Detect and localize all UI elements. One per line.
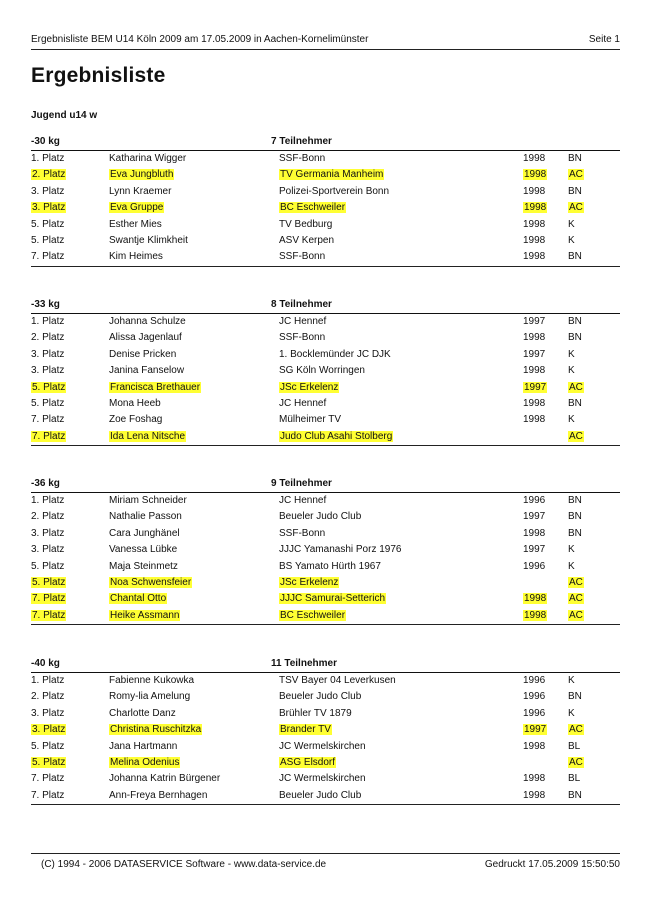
section-header — [31, 297, 620, 314]
region-cell: BN — [568, 511, 582, 523]
athlete-name-cell: Christina Ruschitzka — [110, 724, 202, 736]
placement-cell: 7. Platz — [31, 773, 65, 785]
result-row — [31, 755, 620, 771]
placement-cell: 3. Platz — [31, 348, 65, 360]
birth-year-cell: 1998 — [523, 218, 546, 230]
result-row — [31, 380, 620, 396]
birth-year-cell: 1998 — [523, 185, 546, 197]
region-cell: BL — [568, 773, 581, 785]
footer-printed-date: Gedruckt 17.05.2009 15:50:50 — [484, 859, 620, 870]
athlete-name-cell: Eva Jungbluth — [110, 169, 174, 181]
club-cell: JC Hennef — [279, 397, 327, 409]
region-cell: AC — [569, 169, 583, 181]
region-cell: K — [568, 707, 575, 719]
weight-class-section — [31, 297, 620, 446]
region-cell: K — [568, 365, 575, 377]
club-cell: Judo Club Asahi Stolberg — [280, 430, 393, 442]
birth-year-cell: 1998 — [523, 773, 546, 785]
participant-count: 11 Teilnehmer — [271, 658, 337, 669]
result-row — [31, 575, 620, 591]
result-row — [31, 509, 620, 525]
result-row — [31, 233, 620, 249]
athlete-name-cell: Heike Assmann — [110, 609, 180, 621]
result-row — [31, 788, 620, 804]
club-cell: Mülheimer TV — [279, 414, 342, 426]
placement-cell: 5. Platz — [31, 560, 65, 572]
placement-cell: 7. Platz — [32, 430, 66, 442]
section-divider — [31, 804, 620, 805]
weight-class-section — [31, 656, 620, 805]
athlete-name-cell: Jana Hartmann — [109, 740, 178, 752]
club-cell: JC Wermelskirchen — [279, 773, 366, 785]
athlete-name-cell: Francisca Brethauer — [110, 381, 201, 393]
club-cell: JC Wermelskirchen — [279, 740, 366, 752]
placement-cell: 2. Platz — [31, 511, 65, 523]
birth-year-cell — [523, 577, 525, 588]
region-cell: AC — [569, 593, 583, 605]
weight-class-label: -33 kg — [31, 299, 60, 310]
club-cell: TV Germania Manheim — [280, 169, 384, 181]
section-header — [31, 656, 620, 673]
page-number: Seite 1 — [588, 34, 620, 45]
club-cell: Brühler TV 1879 — [279, 707, 352, 719]
birth-year-cell: 1996 — [523, 495, 546, 506]
birth-year-cell: 1998 — [524, 202, 547, 214]
header-title: Ergebnisliste BEM U14 Köln 2009 am 17.05.2009 in Aachen-Kornelimünster — [31, 34, 369, 45]
region-cell: BN — [568, 153, 582, 164]
placement-cell: 7. Platz — [32, 609, 66, 621]
club-cell: ASV Kerpen — [279, 234, 335, 246]
result-row — [31, 493, 620, 509]
section-divider — [31, 445, 620, 446]
club-cell: TV Bedburg — [279, 218, 333, 230]
athlete-name-cell: Johanna Schulze — [109, 316, 186, 327]
region-cell: BL — [568, 740, 581, 752]
placement-cell: 7. Platz — [32, 593, 66, 605]
club-cell: BC Eschweiler — [280, 202, 346, 214]
placement-cell: 5. Platz — [31, 218, 65, 230]
region-cell: AC — [569, 576, 583, 588]
region-cell: K — [568, 234, 575, 246]
club-cell: JSc Erkelenz — [280, 576, 339, 588]
region-cell: AC — [569, 724, 583, 736]
birth-year-cell: 1998 — [523, 365, 546, 377]
club-cell: BS Yamato Hürth 1967 — [279, 560, 381, 572]
result-row — [31, 412, 620, 428]
club-cell: 1. Bocklemünder JC DJK — [279, 348, 391, 360]
placement-cell: 1. Platz — [31, 316, 65, 327]
region-cell: BN — [568, 397, 582, 409]
region-cell: BN — [568, 185, 582, 197]
club-cell: BC Eschweiler — [280, 609, 346, 621]
region-cell: AC — [569, 609, 583, 621]
region-cell: K — [568, 544, 575, 556]
placement-cell: 5. Platz — [32, 576, 66, 588]
result-row — [31, 608, 620, 624]
club-cell: Beueler Judo Club — [279, 691, 362, 703]
athlete-name-cell: Esther Mies — [109, 218, 162, 230]
region-cell: BN — [568, 789, 582, 801]
placement-cell: 2. Platz — [31, 332, 65, 344]
birth-year-cell: 1998 — [524, 169, 547, 181]
placement-cell: 7. Platz — [31, 251, 65, 263]
athlete-name-cell: Swantje Klimkheit — [109, 234, 188, 246]
page-header — [31, 33, 620, 50]
region-cell: AC — [569, 430, 583, 442]
athlete-name-cell: Zoe Foshag — [109, 414, 163, 426]
birth-year-cell: 1997 — [524, 724, 547, 736]
athlete-name-cell: Ann-Freya Bernhagen — [109, 789, 208, 801]
club-cell: Beueler Judo Club — [279, 511, 362, 523]
placement-cell: 3. Platz — [31, 527, 65, 539]
athlete-name-cell: Miriam Schneider — [109, 495, 187, 506]
region-cell: K — [568, 218, 575, 230]
section-divider — [31, 624, 620, 625]
birth-year-cell: 1998 — [523, 332, 546, 344]
result-row — [31, 314, 620, 330]
athlete-name-cell: Katharina Wigger — [109, 153, 187, 164]
result-row — [31, 217, 620, 233]
result-row — [31, 722, 620, 738]
section-header — [31, 476, 620, 493]
athlete-name-cell: Noa Schwensfeier — [110, 576, 192, 588]
birth-year-cell: 1997 — [523, 511, 546, 523]
birth-year-cell: 1996 — [523, 560, 546, 572]
result-row — [31, 200, 620, 216]
club-cell: ASG Elsdorf — [280, 756, 336, 768]
result-row — [31, 689, 620, 705]
athlete-name-cell: Chantal Otto — [110, 593, 167, 605]
athlete-name-cell: Ida Lena Nitsche — [110, 430, 186, 442]
region-cell: AC — [569, 756, 583, 768]
result-row — [31, 559, 620, 575]
weight-class-label: -30 kg — [31, 136, 60, 147]
region-cell: K — [568, 348, 575, 360]
result-row — [31, 396, 620, 412]
region-cell: BN — [568, 527, 582, 539]
birth-year-cell: 1997 — [523, 348, 546, 360]
region-cell: BN — [568, 316, 582, 327]
athlete-name-cell: Cara Junghänel — [109, 527, 180, 539]
region-cell: AC — [569, 202, 583, 214]
placement-cell: 2. Platz — [31, 691, 65, 703]
athlete-name-cell: Lynn Kraemer — [109, 185, 172, 197]
birth-year-cell — [523, 757, 525, 768]
athlete-name-cell: Romy-lia Amelung — [109, 691, 191, 703]
weight-class-section — [31, 476, 620, 625]
participant-count: 9 Teilnehmer — [271, 478, 332, 489]
region-cell: K — [568, 560, 575, 572]
club-cell: Polizei-Sportverein Bonn — [279, 185, 390, 197]
footer-copyright: (C) 1994 - 2006 DATASERVICE Software - www.data-service.de — [41, 859, 327, 870]
birth-year-cell: 1996 — [523, 707, 546, 719]
club-cell: JC Hennef — [279, 316, 327, 327]
placement-cell: 3. Platz — [31, 185, 65, 197]
weight-class-label: -36 kg — [31, 478, 60, 489]
weight-class-label: -40 kg — [31, 658, 60, 669]
placement-cell: 5. Platz — [32, 381, 66, 393]
participant-count: 8 Teilnehmer — [271, 299, 332, 310]
athlete-name-cell: Johanna Katrin Bürgener — [109, 773, 221, 785]
placement-cell: 7. Platz — [31, 789, 65, 801]
placement-cell: 3. Platz — [31, 365, 65, 377]
placement-cell: 7. Platz — [31, 414, 65, 426]
region-cell: AC — [569, 381, 583, 393]
club-cell: SSF-Bonn — [279, 527, 326, 539]
result-row — [31, 184, 620, 200]
result-row — [31, 249, 620, 265]
athlete-name-cell: Denise Pricken — [109, 348, 177, 360]
placement-cell: 5. Platz — [32, 756, 66, 768]
result-row — [31, 673, 620, 689]
region-cell: K — [568, 414, 575, 426]
result-row — [31, 771, 620, 787]
region-cell: BN — [568, 495, 582, 506]
section-divider — [31, 266, 620, 267]
section-header — [31, 134, 620, 151]
placement-cell: 5. Platz — [31, 740, 65, 752]
result-row — [31, 363, 620, 379]
birth-year-cell: 1998 — [524, 609, 547, 621]
region-cell: BN — [568, 332, 582, 344]
placement-cell: 3. Platz — [31, 544, 65, 556]
birth-year-cell — [523, 431, 525, 442]
page-footer — [31, 853, 620, 872]
participant-count: 7 Teilnehmer — [271, 136, 332, 147]
birth-year-cell: 1996 — [523, 691, 546, 703]
birth-year-cell: 1998 — [523, 234, 546, 246]
club-cell: JSc Erkelenz — [280, 381, 339, 393]
result-row — [31, 526, 620, 542]
birth-year-cell: 1998 — [523, 740, 546, 752]
placement-cell: 5. Platz — [31, 234, 65, 246]
club-cell: TSV Bayer 04 Leverkusen — [279, 675, 396, 686]
birth-year-cell: 1996 — [523, 675, 546, 686]
athlete-name-cell: Nathalie Passon — [109, 511, 182, 523]
result-row — [31, 330, 620, 346]
weight-class-section — [31, 134, 620, 267]
placement-cell: 1. Platz — [31, 675, 65, 686]
athlete-name-cell: Charlotte Danz — [109, 707, 176, 719]
athlete-name-cell: Mona Heeb — [109, 397, 161, 409]
result-row — [31, 151, 620, 167]
birth-year-cell: 1997 — [523, 316, 546, 327]
region-cell: BN — [568, 691, 582, 703]
birth-year-cell: 1997 — [523, 544, 546, 556]
club-cell: JJJC Samurai-Setterich — [280, 593, 386, 605]
birth-year-cell: 1998 — [523, 153, 546, 164]
club-cell: Beueler Judo Club — [279, 789, 362, 801]
placement-cell: 1. Platz — [31, 495, 65, 506]
age-group-label: Jugend u14 w — [31, 110, 98, 121]
athlete-name-cell: Fabienne Kukowka — [109, 675, 195, 686]
birth-year-cell: 1998 — [523, 789, 546, 801]
result-row — [31, 347, 620, 363]
club-cell: Brander TV — [280, 724, 331, 736]
birth-year-cell: 1997 — [524, 381, 547, 393]
placement-cell: 5. Platz — [31, 397, 65, 409]
athlete-name-cell: Eva Gruppe — [110, 202, 164, 214]
athlete-name-cell: Vanessa Lübke — [109, 544, 178, 556]
result-row — [31, 429, 620, 445]
club-cell: JJJC Yamanashi Porz 1976 — [279, 544, 402, 556]
club-cell: JC Hennef — [279, 495, 327, 506]
athlete-name-cell: Janina Fanselow — [109, 365, 185, 377]
placement-cell: 3. Platz — [31, 707, 65, 719]
club-cell: SG Köln Worringen — [279, 365, 365, 377]
birth-year-cell: 1998 — [523, 251, 546, 263]
club-cell: SSF-Bonn — [279, 251, 326, 263]
birth-year-cell: 1998 — [523, 414, 546, 426]
result-row — [31, 591, 620, 607]
placement-cell: 3. Platz — [32, 202, 66, 214]
athlete-name-cell: Melina Odenius — [110, 756, 180, 768]
athlete-name-cell: Alissa Jagenlauf — [109, 332, 182, 344]
club-cell: SSF-Bonn — [279, 332, 326, 344]
birth-year-cell: 1998 — [524, 593, 547, 605]
region-cell: BN — [568, 251, 582, 263]
result-row — [31, 542, 620, 558]
birth-year-cell: 1998 — [523, 527, 546, 539]
placement-cell: 3. Platz — [32, 724, 66, 736]
page-title: Ergebnisliste — [31, 64, 166, 87]
result-row — [31, 706, 620, 722]
birth-year-cell: 1998 — [523, 397, 546, 409]
result-row — [31, 167, 620, 183]
placement-cell: 2. Platz — [32, 169, 66, 181]
result-row — [31, 739, 620, 755]
athlete-name-cell: Kim Heimes — [109, 251, 163, 263]
athlete-name-cell: Maja Steinmetz — [109, 560, 178, 572]
club-cell: SSF-Bonn — [279, 153, 326, 164]
placement-cell: 1. Platz — [31, 153, 65, 164]
region-cell: K — [568, 675, 575, 686]
